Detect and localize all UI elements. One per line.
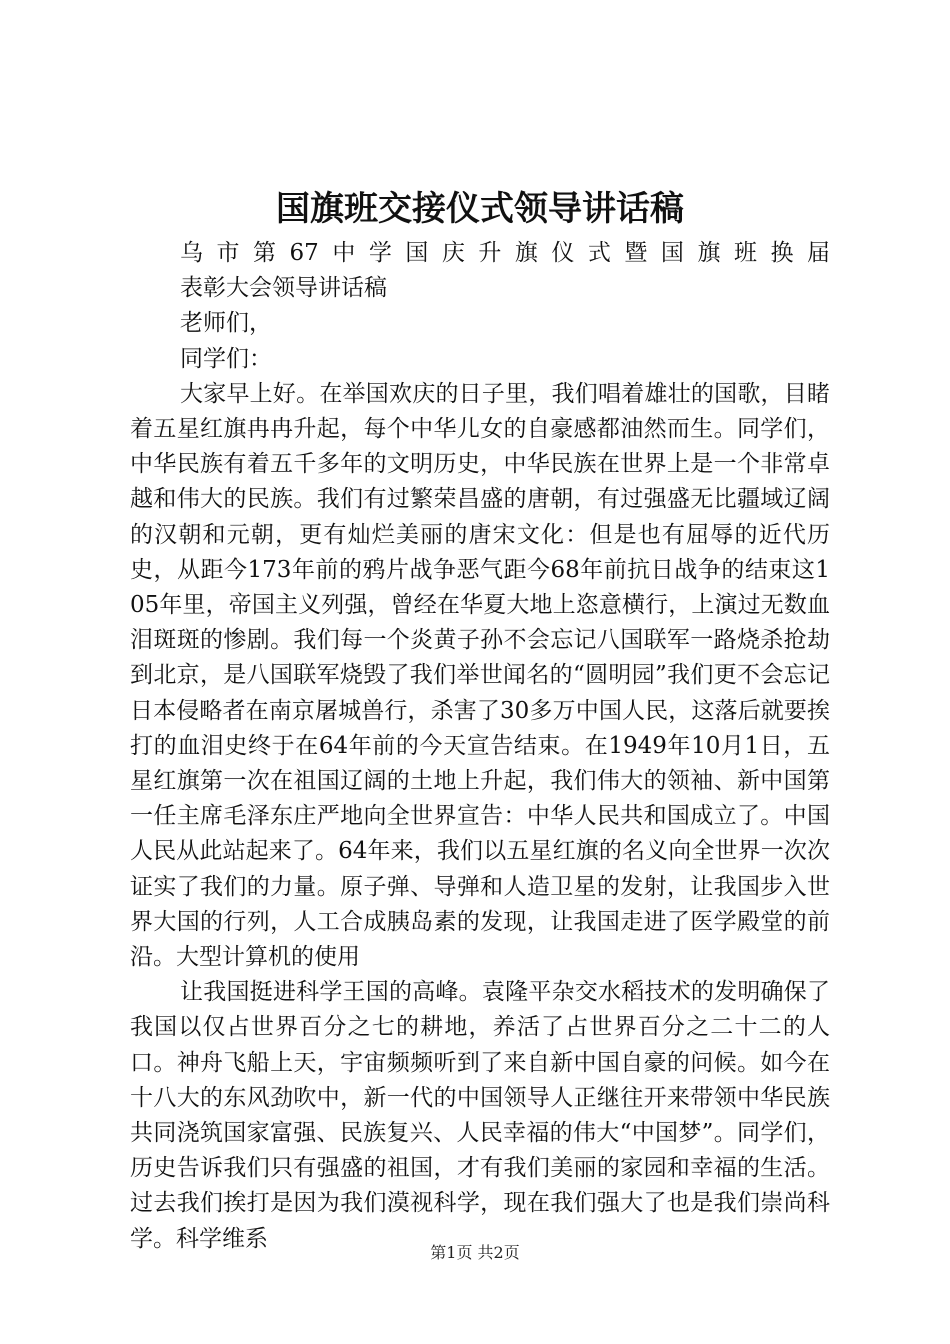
- subtitle-line-2: 表彰大会领导讲话稿: [180, 275, 387, 302]
- body-paragraph-2: 让我国挺进科学王国的高峰。袁隆平杂交水稻技术的发明确保了我国以仅占世界百分之七的耕地，养活了占世界百分之二十二的人口。神舟飞船上天，宇宙频频听到了来自新中国自豪的问候。如今在十八大的东风劲吹中，新一代的中国领导人正继往开来带领中华民族共同浇筑国家富强、民族复兴、人民幸福的伟大“中国梦”。同学们，历史告诉我们只有强盛的祖国，才有我们美丽的家园和幸福的生活。过去我们挨打是因为我们漠视科学，现在我们强大了也是我们崇尚科学。科学维系: [130, 979, 830, 1252]
- subtitle-line-1: 乌市第67中学国庆升旗仪式暨国旗班换届: [180, 240, 830, 266]
- page-footer: 第1页 共2页: [430, 1243, 520, 1262]
- greeting-teachers: 老师们，: [180, 310, 272, 337]
- document-title: 国旗班交接仪式领导讲话稿: [276, 189, 684, 229]
- greeting-students: 同学们：: [180, 345, 272, 372]
- body-paragraph-1: 大家早上好。在举国欢庆的日子里，我们唱着雄壮的国歌，目睹着五星红旗冉冉升起，每个中华儿女的自豪感都油然而生。同学们，中华民族有着五千多年的文明历史，中华民族在世界上是一个非常卓越和伟大的民族。我们有过繁荣昌盛的唐朝，有过强盛无比疆域辽阔的汉朝和元朝，更有灿烂美丽的唐宋文化：但是也有屈辱的近代历史，从距今173年前的鸦片战争恶气距今68年前抗日战争的结束这105年里，帝国主义列强，曾经在华夏大地上恣意横行，上演过无数血泪斑斑的惨剧。我们每一个炎黄子孙不会忘记八国联军一路烧杀抢劫到北京，是八国联军烧毁了我们举世闻名的“圆明园”我们更不会忘记日本侵略者在南京屠城兽行，杀害了30多万中国人民，这落后就要挨打的血泪史终于在64年前的今天宣告结束。在1949年10月1日，五星红旗第一次在祖国辽阔的土地上升起，我们伟大的领袖、新中国第一任主席毛泽东庄严地向全世界宣告：中华人民共和国成立了。中国人民从此站起来了。64年来，我们以五星红旗的名义向全世界一次次证实了我们的力量。原子弹、导弹和人造卫星的发射，让我国步入世界大国的行列，人工合成胰岛素的发现，让我国走进了医学殿堂的前沿。大型计算机的使用: [130, 380, 830, 970]
- document-body: [130, 236, 830, 1257]
